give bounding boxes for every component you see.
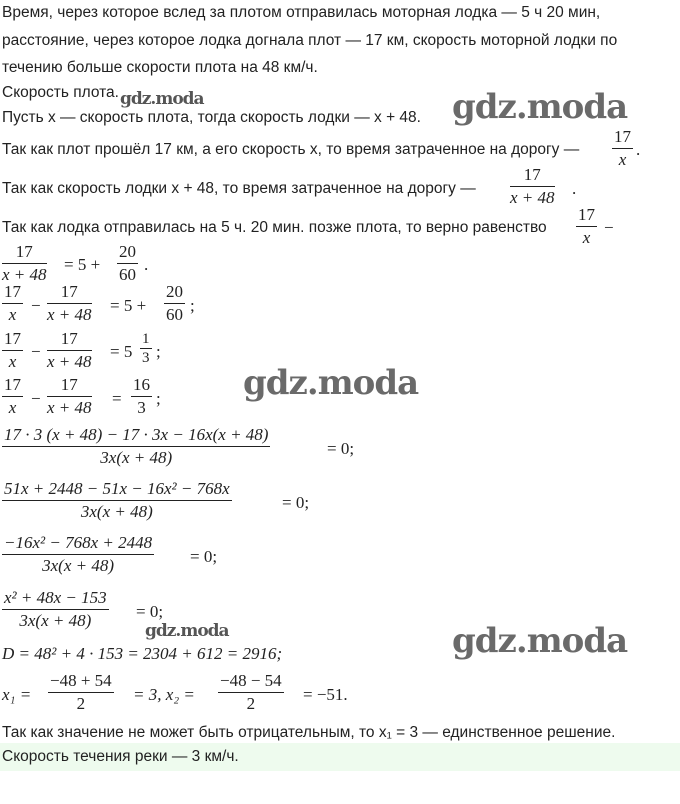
- fraction-17-over-x48: [2, 242, 47, 285]
- fraction-17-over-x: [2, 375, 23, 418]
- semicolon: ;: [156, 342, 161, 361]
- x1-label: x₁ =: [2, 685, 32, 704]
- minus-sign: −: [31, 342, 41, 361]
- numerator: 17: [2, 329, 23, 351]
- numerator: 17: [47, 282, 92, 304]
- numerator: 17: [612, 127, 633, 149]
- equals-zero: = 0;: [282, 493, 310, 512]
- denominator: x: [8, 305, 17, 324]
- numerator: −48 + 54: [48, 671, 114, 693]
- fraction-20-over-60: [117, 242, 138, 285]
- fraction-quadratic: [2, 588, 109, 631]
- fraction-17-over-x: [2, 282, 23, 325]
- discriminant: D = 48² + 4 · 153 = 2304 + 612 = 2916;: [2, 644, 283, 663]
- denominator: x + 48: [47, 305, 92, 324]
- fraction-x2: [218, 671, 284, 714]
- watermark-small: gdz.moda: [145, 621, 229, 641]
- denominator: 3: [142, 350, 150, 366]
- numerator: 17: [47, 375, 92, 397]
- numerator: −16x² − 768x + 2448: [2, 533, 154, 555]
- denominator: 3: [137, 398, 146, 417]
- minus-sign: −: [31, 389, 41, 408]
- fraction-16-over-3: [131, 375, 152, 418]
- denominator: x + 48: [47, 352, 92, 371]
- equals-zero: = 0;: [136, 602, 164, 621]
- fraction-x1: [48, 671, 114, 714]
- numerator: 17: [2, 242, 47, 264]
- fraction-simplified: [2, 533, 154, 576]
- watermark-large: gdz.moda: [243, 363, 419, 403]
- numerator: 17: [576, 205, 597, 227]
- fraction-20-over-60: [164, 282, 185, 325]
- numerator: 51x + 2448 − 51x − 16x² − 768x: [2, 479, 232, 501]
- denominator: 60: [166, 305, 183, 324]
- problem-line-3: течению больше скорости плота на 48 км/ч.: [2, 59, 318, 76]
- denominator: 2: [76, 694, 86, 713]
- numerator: 17: [47, 329, 92, 351]
- fraction-17-over-x48: [47, 329, 92, 372]
- solution-boat-time: Так как скорость лодки x + 48, то время затраченное на дорогу —: [2, 180, 476, 197]
- fraction-17-over-x: [612, 127, 633, 170]
- denominator: x + 48: [2, 265, 47, 284]
- numerator: 17: [510, 165, 555, 187]
- numerator: 17: [2, 375, 23, 397]
- fraction-expanded: [2, 479, 232, 522]
- numerator: x² + 48x − 153: [2, 588, 109, 610]
- solution-plot-time: Так как плот прошёл 17 км, а его скорость x, то время затраченное на дорогу —: [2, 141, 580, 158]
- fraction-17-over-x: [576, 205, 597, 248]
- fraction-1-over-3: [140, 331, 152, 366]
- numerator: 1: [142, 331, 150, 347]
- x2-result: = −51.: [303, 685, 348, 704]
- fraction-17-over-x48: [510, 165, 555, 208]
- fraction-17-over-x48: [47, 375, 92, 418]
- equals-5: = 5: [110, 342, 133, 361]
- denominator: x: [8, 398, 17, 417]
- denominator: x + 48: [510, 188, 555, 207]
- x1-result-x2-label: = 3, x₂ =: [133, 685, 195, 704]
- solution-late-start: Так как лодка отправилась на 5 ч. 20 мин. позже плота, то верно равенство: [2, 219, 547, 236]
- minus-sign: −: [604, 218, 614, 237]
- minus-sign: −: [31, 296, 41, 315]
- denominator: 3x(x + 48): [80, 502, 153, 521]
- equals-zero: = 0;: [327, 439, 355, 458]
- denominator: 3x(x + 48): [19, 611, 92, 630]
- denominator: 2: [246, 694, 256, 713]
- numerator: 17 · 3 (x + 48) − 17 · 3x − 16x(x + 48): [2, 425, 270, 447]
- numerator: 20: [164, 282, 185, 304]
- period: .: [572, 179, 577, 198]
- problem-line-4: Скорость плота.: [2, 84, 119, 101]
- denominator: x: [8, 352, 17, 371]
- semicolon: ;: [190, 296, 195, 315]
- denominator: 3x(x + 48): [42, 556, 114, 575]
- problem-line-1: Время, через которое вслед за плотом отправилась моторная лодка — 5 ч 20 мин,: [2, 4, 601, 21]
- watermark-small: gdz.moda: [120, 89, 204, 109]
- numerator: 20: [117, 242, 138, 264]
- denominator: 60: [119, 265, 136, 284]
- fraction-17-over-x48: [47, 282, 92, 325]
- numerator: −48 − 54: [218, 671, 284, 693]
- solution-let: Пусть x — скорость плота, тогда скорость лодки — x + 48.: [2, 109, 421, 126]
- denominator: 3x(x + 48): [100, 448, 173, 467]
- denominator: x: [618, 150, 627, 169]
- conclusion: Так как значение не может быть отрицательным, то x₁ = 3 — единственное решение.: [2, 724, 616, 741]
- fraction-17-over-x: [2, 329, 23, 372]
- watermark-large: gdz.moda: [452, 87, 628, 127]
- problem-line-2: расстояние, через которое лодка догнала плот — 17 км, скорость моторной лодки по: [2, 32, 618, 49]
- fraction-combined: [2, 425, 270, 468]
- equals-zero: = 0;: [190, 547, 218, 566]
- period: .: [144, 255, 149, 274]
- period: .: [636, 140, 641, 159]
- equals-sign: =: [112, 389, 122, 408]
- semicolon: ;: [156, 389, 161, 408]
- denominator: x + 48: [47, 398, 92, 417]
- answer: Скорость течения реки — 3 км/ч.: [2, 748, 239, 765]
- equals-5-plus: = 5 +: [110, 296, 147, 315]
- numerator: 16: [131, 375, 152, 397]
- watermark-large: gdz.moda: [452, 621, 628, 661]
- numerator: 17: [2, 282, 23, 304]
- equals-5-plus: = 5 +: [64, 255, 101, 274]
- denominator: x: [582, 228, 591, 247]
